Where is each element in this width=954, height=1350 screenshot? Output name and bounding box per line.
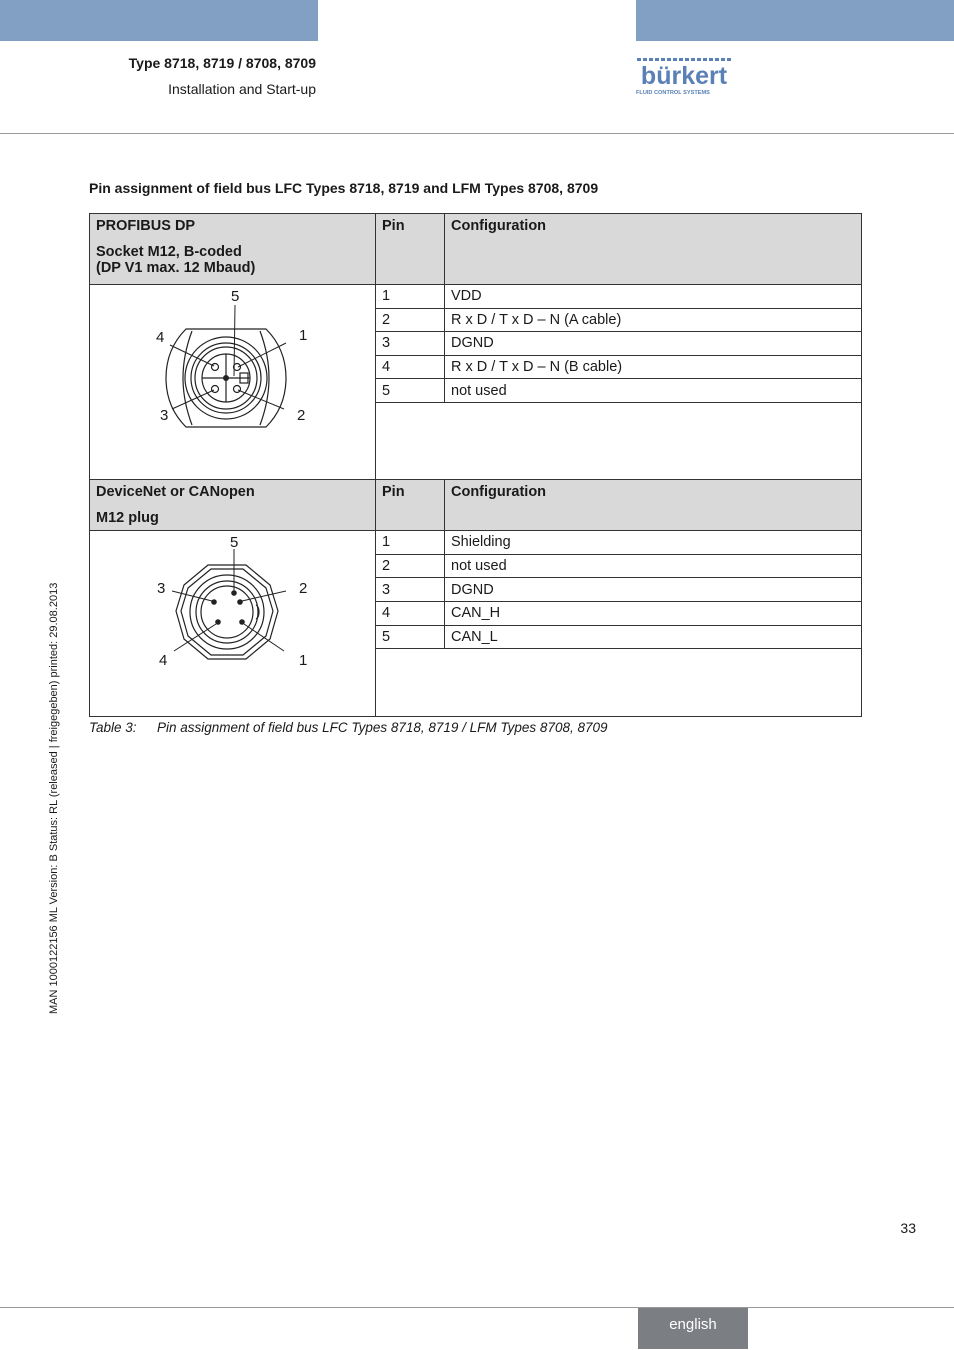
header-band-right xyxy=(636,0,954,41)
pin-configuration: R x D / T x D – N (B cable) xyxy=(445,355,862,379)
table-row xyxy=(90,285,862,309)
connector-header-cell xyxy=(90,214,376,285)
pin-number: 1 xyxy=(376,285,445,309)
svg-text:FLUID CONTROL SYSTEMS: FLUID CONTROL SYSTEMS xyxy=(636,90,710,96)
language-tab: english xyxy=(638,1308,748,1349)
profibus-pin-table xyxy=(89,213,862,483)
pin-configuration: Shielding xyxy=(445,531,862,555)
table-header-row xyxy=(90,480,862,531)
pin-configuration: DGND xyxy=(445,332,862,356)
pin-header: Pin xyxy=(376,480,445,531)
pin-configuration: CAN_L xyxy=(445,625,862,649)
header-divider xyxy=(0,133,954,134)
pin-number: 4 xyxy=(376,355,445,379)
pin-number: 2 xyxy=(376,554,445,578)
pin-number: 3 xyxy=(376,578,445,602)
footer-divider xyxy=(0,1307,954,1308)
diagram-label-1: 1 xyxy=(299,327,308,344)
document-print-info: MAN 1000122156 ML Version: B Status: RL (released | freigegeben) printed: 29.08.2013 xyxy=(48,582,60,1014)
connector-spec: (DP V1 max. 12 Mbaud) xyxy=(96,260,256,276)
table-header-row xyxy=(90,214,862,285)
pin-number: 1 xyxy=(376,531,445,555)
table-row xyxy=(90,531,862,555)
page-number: 33 xyxy=(900,1220,916,1236)
pin-number: 2 xyxy=(376,308,445,332)
connector-diagram-cell xyxy=(90,285,376,483)
diagram-label-5: 5 xyxy=(231,288,240,305)
pin-configuration: not used xyxy=(445,554,862,578)
pin-number: 3 xyxy=(376,332,445,356)
table-caption xyxy=(89,720,608,735)
configuration-header: Configuration xyxy=(445,480,862,531)
connector-type: M12 plug xyxy=(96,510,159,526)
document-type-title: Type 8718, 8719 / 8708, 8709 xyxy=(128,55,316,71)
pin-configuration: DGND xyxy=(445,578,862,602)
pin-number: 5 xyxy=(376,379,445,403)
configuration-header: Configuration xyxy=(445,214,862,285)
diagram-label-2: 2 xyxy=(297,407,306,424)
diagram-label-3: 3 xyxy=(157,580,166,597)
pin-number: 4 xyxy=(376,601,445,625)
diagram-label-5: 5 xyxy=(230,534,239,551)
bus-name: DeviceNet or CANopen xyxy=(96,484,255,500)
caption-label: Table 3: xyxy=(89,720,137,735)
pin-configuration: CAN_H xyxy=(445,601,862,625)
connector-type: Socket M12, B-coded xyxy=(96,244,242,260)
diagram-label-3: 3 xyxy=(160,407,169,424)
pin-configuration: not used xyxy=(445,379,862,403)
section-title: Pin assignment of field bus LFC Types 8718, 8719 and LFM Types 8708, 8709 xyxy=(89,180,599,196)
m12-plug-diagram xyxy=(90,531,376,712)
svg-text:bürkert: bürkert xyxy=(640,62,728,90)
pin-number: 5 xyxy=(376,625,445,649)
diagram-label-4: 4 xyxy=(159,652,168,669)
connector-diagram-cell xyxy=(90,531,376,717)
diagram-label-4: 4 xyxy=(156,329,165,346)
burkert-logo xyxy=(634,57,734,97)
bus-name: PROFIBUS DP xyxy=(96,218,196,234)
pin-configuration: VDD xyxy=(445,285,862,309)
pin-configuration: R x D / T x D – N (A cable) xyxy=(445,308,862,332)
connector-header-cell xyxy=(90,480,376,531)
header-band-left xyxy=(0,0,318,41)
diagram-label-2: 2 xyxy=(299,580,308,597)
pin-header: Pin xyxy=(376,214,445,285)
devicenet-pin-table xyxy=(89,479,862,717)
diagram-label-1: 1 xyxy=(299,652,308,669)
caption-text: Pin assignment of field bus LFC Types 8718, 8719 / LFM Types 8708, 8709 xyxy=(157,720,608,735)
document-subtitle: Installation and Start-up xyxy=(168,81,316,97)
socket-m12-b-coded-diagram xyxy=(90,285,376,478)
